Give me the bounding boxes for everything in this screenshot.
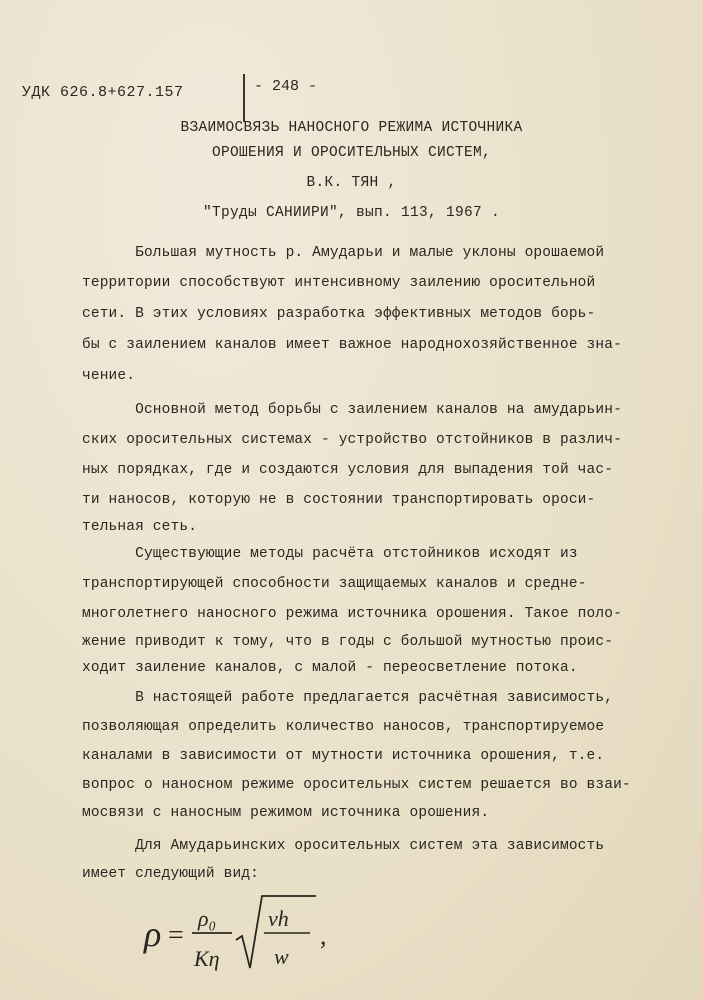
body-line: каналами в зависимости от мутности источника орошения, т.е. xyxy=(82,748,605,764)
formula-comma: , xyxy=(320,921,327,950)
body-line: сети. В этих условиях разработка эффективных методов борь- xyxy=(82,306,596,322)
formula xyxy=(140,888,360,978)
body-line: транспортирующей способности защищаемых каналов и средне- xyxy=(82,576,587,592)
formula-lhs: ρ xyxy=(144,914,162,954)
formula-numerator: ρ₀ xyxy=(198,906,217,931)
body-line: Большая мутность р. Амударьи и малые уклоны орошаемой xyxy=(82,245,605,261)
formula-denominator: Kη xyxy=(194,946,220,971)
body-line: тельная сеть. xyxy=(82,519,198,535)
body-line: ных порядках, где и создаются условия для выпадения той час- xyxy=(82,462,614,478)
body-line: Для Амударьинских оросительных систем эта зависимость xyxy=(82,838,605,854)
author: В.К. ТЯН , xyxy=(306,175,397,191)
body-line: Основной метод борьбы с заилением каналов на амударьин- xyxy=(82,402,622,418)
body-line: бы с заилением каналов имеет важное народнохозяйственное зна- xyxy=(82,337,622,353)
body-line: ских оросительных системах - устройство отстойников в различ- xyxy=(82,432,622,448)
body-line: Существующие методы расчёта отстойников исходят из xyxy=(82,546,578,562)
source-citation: "Труды САНИИРИ", вып. 113, 1967 . xyxy=(202,205,501,221)
page-number: - 248 - xyxy=(254,78,318,95)
body-line: имеет следующий вид: xyxy=(82,866,260,882)
formula-radical-numerator: vh xyxy=(268,906,289,931)
body-line: территории способствуют интенсивному заилению оросительной xyxy=(82,275,596,291)
body-line: ти наносов, которую не в состоянии транспортировать ороси- xyxy=(82,492,596,508)
body-line: В настоящей работе предлагается расчётная зависимость, xyxy=(82,690,614,706)
body-line: многолетнего наносного режима источника орошения. Такое поло- xyxy=(82,606,622,622)
body-line: позволяющая определить количество наносов, транспортируемое xyxy=(82,719,605,735)
formula-radical-denominator: w xyxy=(274,944,289,969)
body-line: вопрос о наносном режиме оросительных систем решается во взаи- xyxy=(82,777,631,793)
body-line: чение. xyxy=(82,368,136,384)
page-number-marker xyxy=(243,74,245,122)
title-line-2: ОРОШЕНИЯ И ОРОСИТЕЛЬНЫХ СИСТЕМ, xyxy=(211,145,492,161)
udk-code: УДК 626.8+627.157 xyxy=(22,84,184,101)
title-line-1: ВЗАИМОСВЯЗЬ НАНОСНОГО РЕЖИМА ИСТОЧНИКА xyxy=(180,120,523,136)
formula-equals: = xyxy=(168,920,184,951)
body-line: мосвязи с наносным режимом источника орошения. xyxy=(82,805,490,821)
body-line: жение приводит к тому, что в годы с большой мутностью проис- xyxy=(82,634,614,650)
body-line: ходит заиление каналов, с малой - переосветление потока. xyxy=(82,660,578,676)
